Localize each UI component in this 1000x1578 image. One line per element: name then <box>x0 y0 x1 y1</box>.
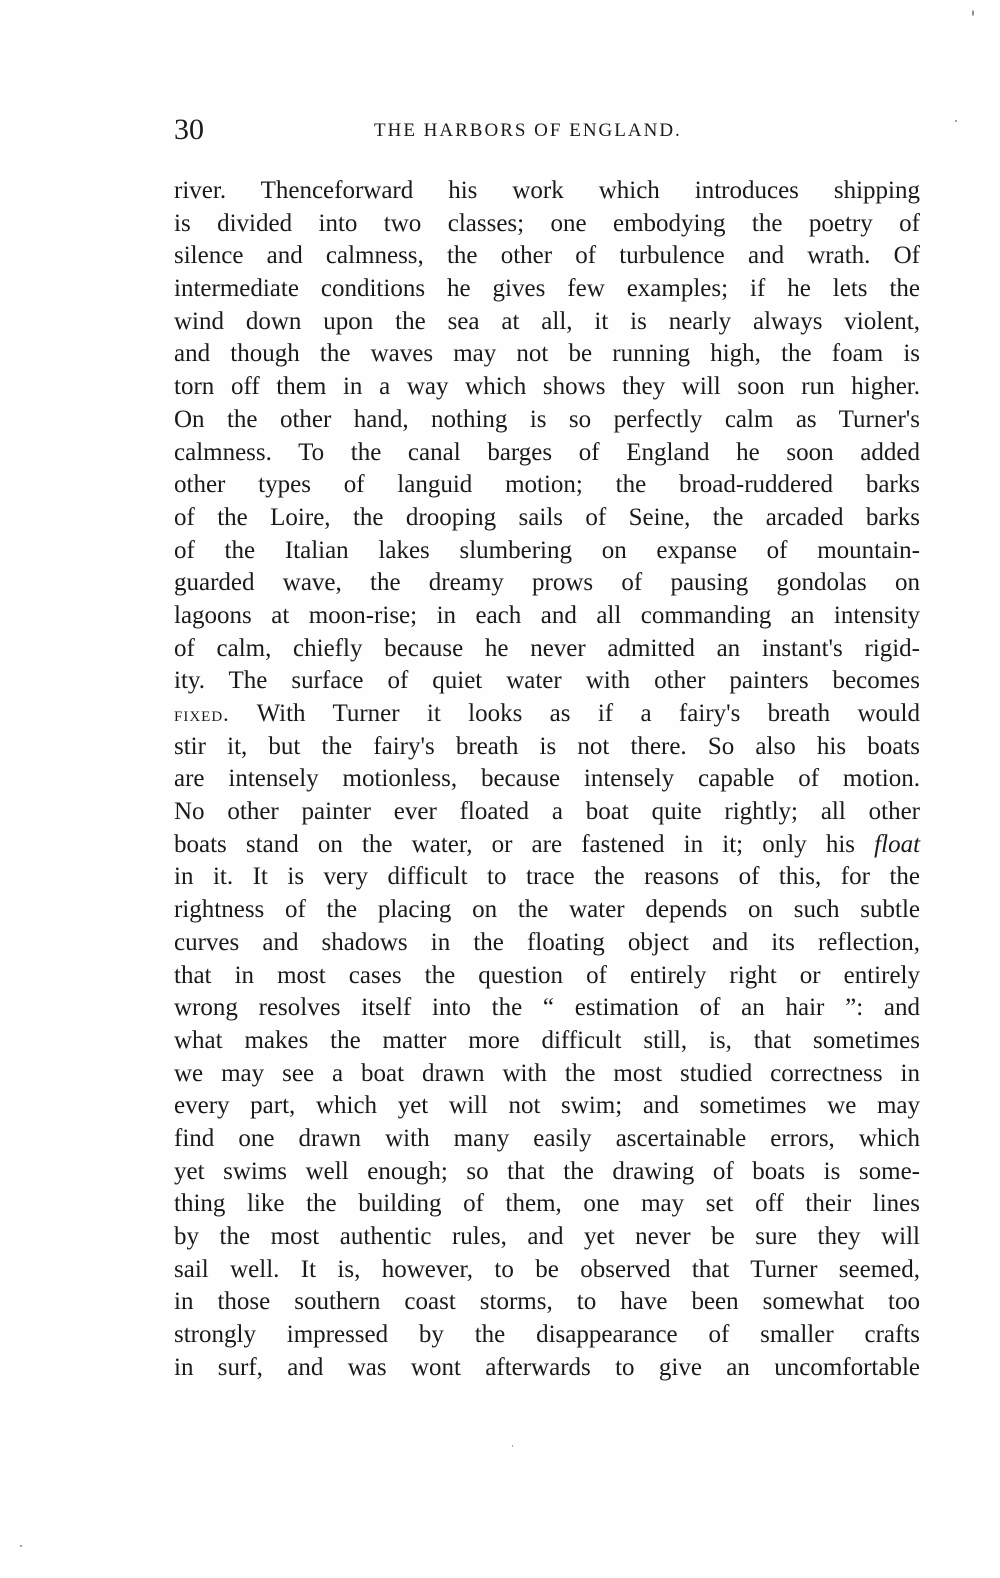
text-line: ity. The surface of quiet water with other painters becomes <box>174 667 920 695</box>
text-line: river. Thenceforward his work which introduces shipping <box>174 177 920 204</box>
text-line: lagoons at moon-rise; in each and all commanding an intensity <box>174 601 920 629</box>
text-line: find one drawn with many easily ascertainable errors, which <box>174 1124 920 1152</box>
page-number: 30 <box>174 113 204 146</box>
italic-word: float <box>874 830 921 858</box>
smallcaps-word: fixed. <box>174 701 230 726</box>
text-line: in it. It is very difficult to trace the reasons of this, for the <box>174 863 920 891</box>
text-line-fixed <box>174 698 920 731</box>
text-line: silence and calmness, the other of turbulence and wrath. Of <box>174 242 920 270</box>
text-line: strongly impressed by the disappearance of smaller crafts <box>174 1321 920 1349</box>
text-line: curves and shadows in the floating object and its reflection, <box>174 928 920 956</box>
text-line: of the Loire, the drooping sails of Seine, the arcaded barks <box>174 503 920 531</box>
text-line: in those southern coast storms, to have been somewhat too <box>174 1288 920 1316</box>
text-line: guarded wave, the dreamy prows of pausing gondolas on <box>174 569 920 597</box>
scan-speck <box>512 1445 513 1447</box>
scan-speck <box>20 1545 22 1547</box>
text-line-float <box>174 829 920 862</box>
text-line: thing like the building of them, one may set off their lines <box>174 1190 920 1218</box>
text-line: of calm, chiefly because he never admitted an instant's rigid- <box>174 634 920 662</box>
text-line: wind down upon the sea at all, it is nearly always violent, <box>174 307 920 335</box>
text-line: other types of languid motion; the broad-ruddered barks <box>174 471 920 499</box>
text-line: every part, which yet will not swim; and sometimes we may <box>174 1092 920 1120</box>
text-line-remainder: With Turner it looks as if a fairy's breath would <box>229 700 920 727</box>
text-line: On the other hand, nothing is so perfectly calm as Turner's <box>174 405 920 433</box>
text-line: are intensely motionless, because intensely capable of motion. <box>174 765 920 793</box>
scan-speck <box>972 10 974 16</box>
text-line: in surf, and was wont afterwards to give an uncomfortable <box>174 1353 920 1381</box>
scan-speck <box>955 120 957 122</box>
text-line: calmness. To the canal barges of England he soon added <box>174 438 920 466</box>
text-line: is divided into two classes; one embodying the poetry of <box>174 209 920 237</box>
text-line: wrong resolves itself into the “ estimation of an hair ”: and <box>174 994 920 1022</box>
text-line: sail well. It is, however, to be observed that Turner seemed, <box>174 1255 920 1283</box>
running-head <box>174 110 920 150</box>
text-line: No other painter ever floated a boat quite rightly; all other <box>174 798 920 826</box>
text-line: that in most cases the question of entirely right or entirely <box>174 961 920 989</box>
running-title: THE HARBORS OF ENGLAND. <box>374 120 682 141</box>
text-line: intermediate conditions he gives few examples; if he lets the <box>174 275 920 303</box>
text-line: of the Italian lakes slumbering on expanse of mountain- <box>174 536 920 564</box>
text-line: stir it, but the fairy's breath is not there. So also his boats <box>174 732 920 760</box>
text-line: and though the waves may not be running high, the foam is <box>174 340 920 368</box>
text-line-start: boats stand on the water, or are fastened in it; only his <box>174 830 856 858</box>
text-line: we may see a boat drawn with the most studied correctness in <box>174 1059 920 1087</box>
text-line: what makes the matter more difficult still, is, that sometimes <box>174 1026 920 1054</box>
body-text <box>174 175 920 1384</box>
text-line: by the most authentic rules, and yet never be sure they will <box>174 1223 920 1250</box>
text-line: torn off them in a way which shows they will soon run higher. <box>174 373 920 401</box>
text-line: rightness of the placing on the water depends on such subtle <box>174 896 920 924</box>
text-line: yet swims well enough; so that the drawing of boats is some- <box>174 1157 920 1185</box>
